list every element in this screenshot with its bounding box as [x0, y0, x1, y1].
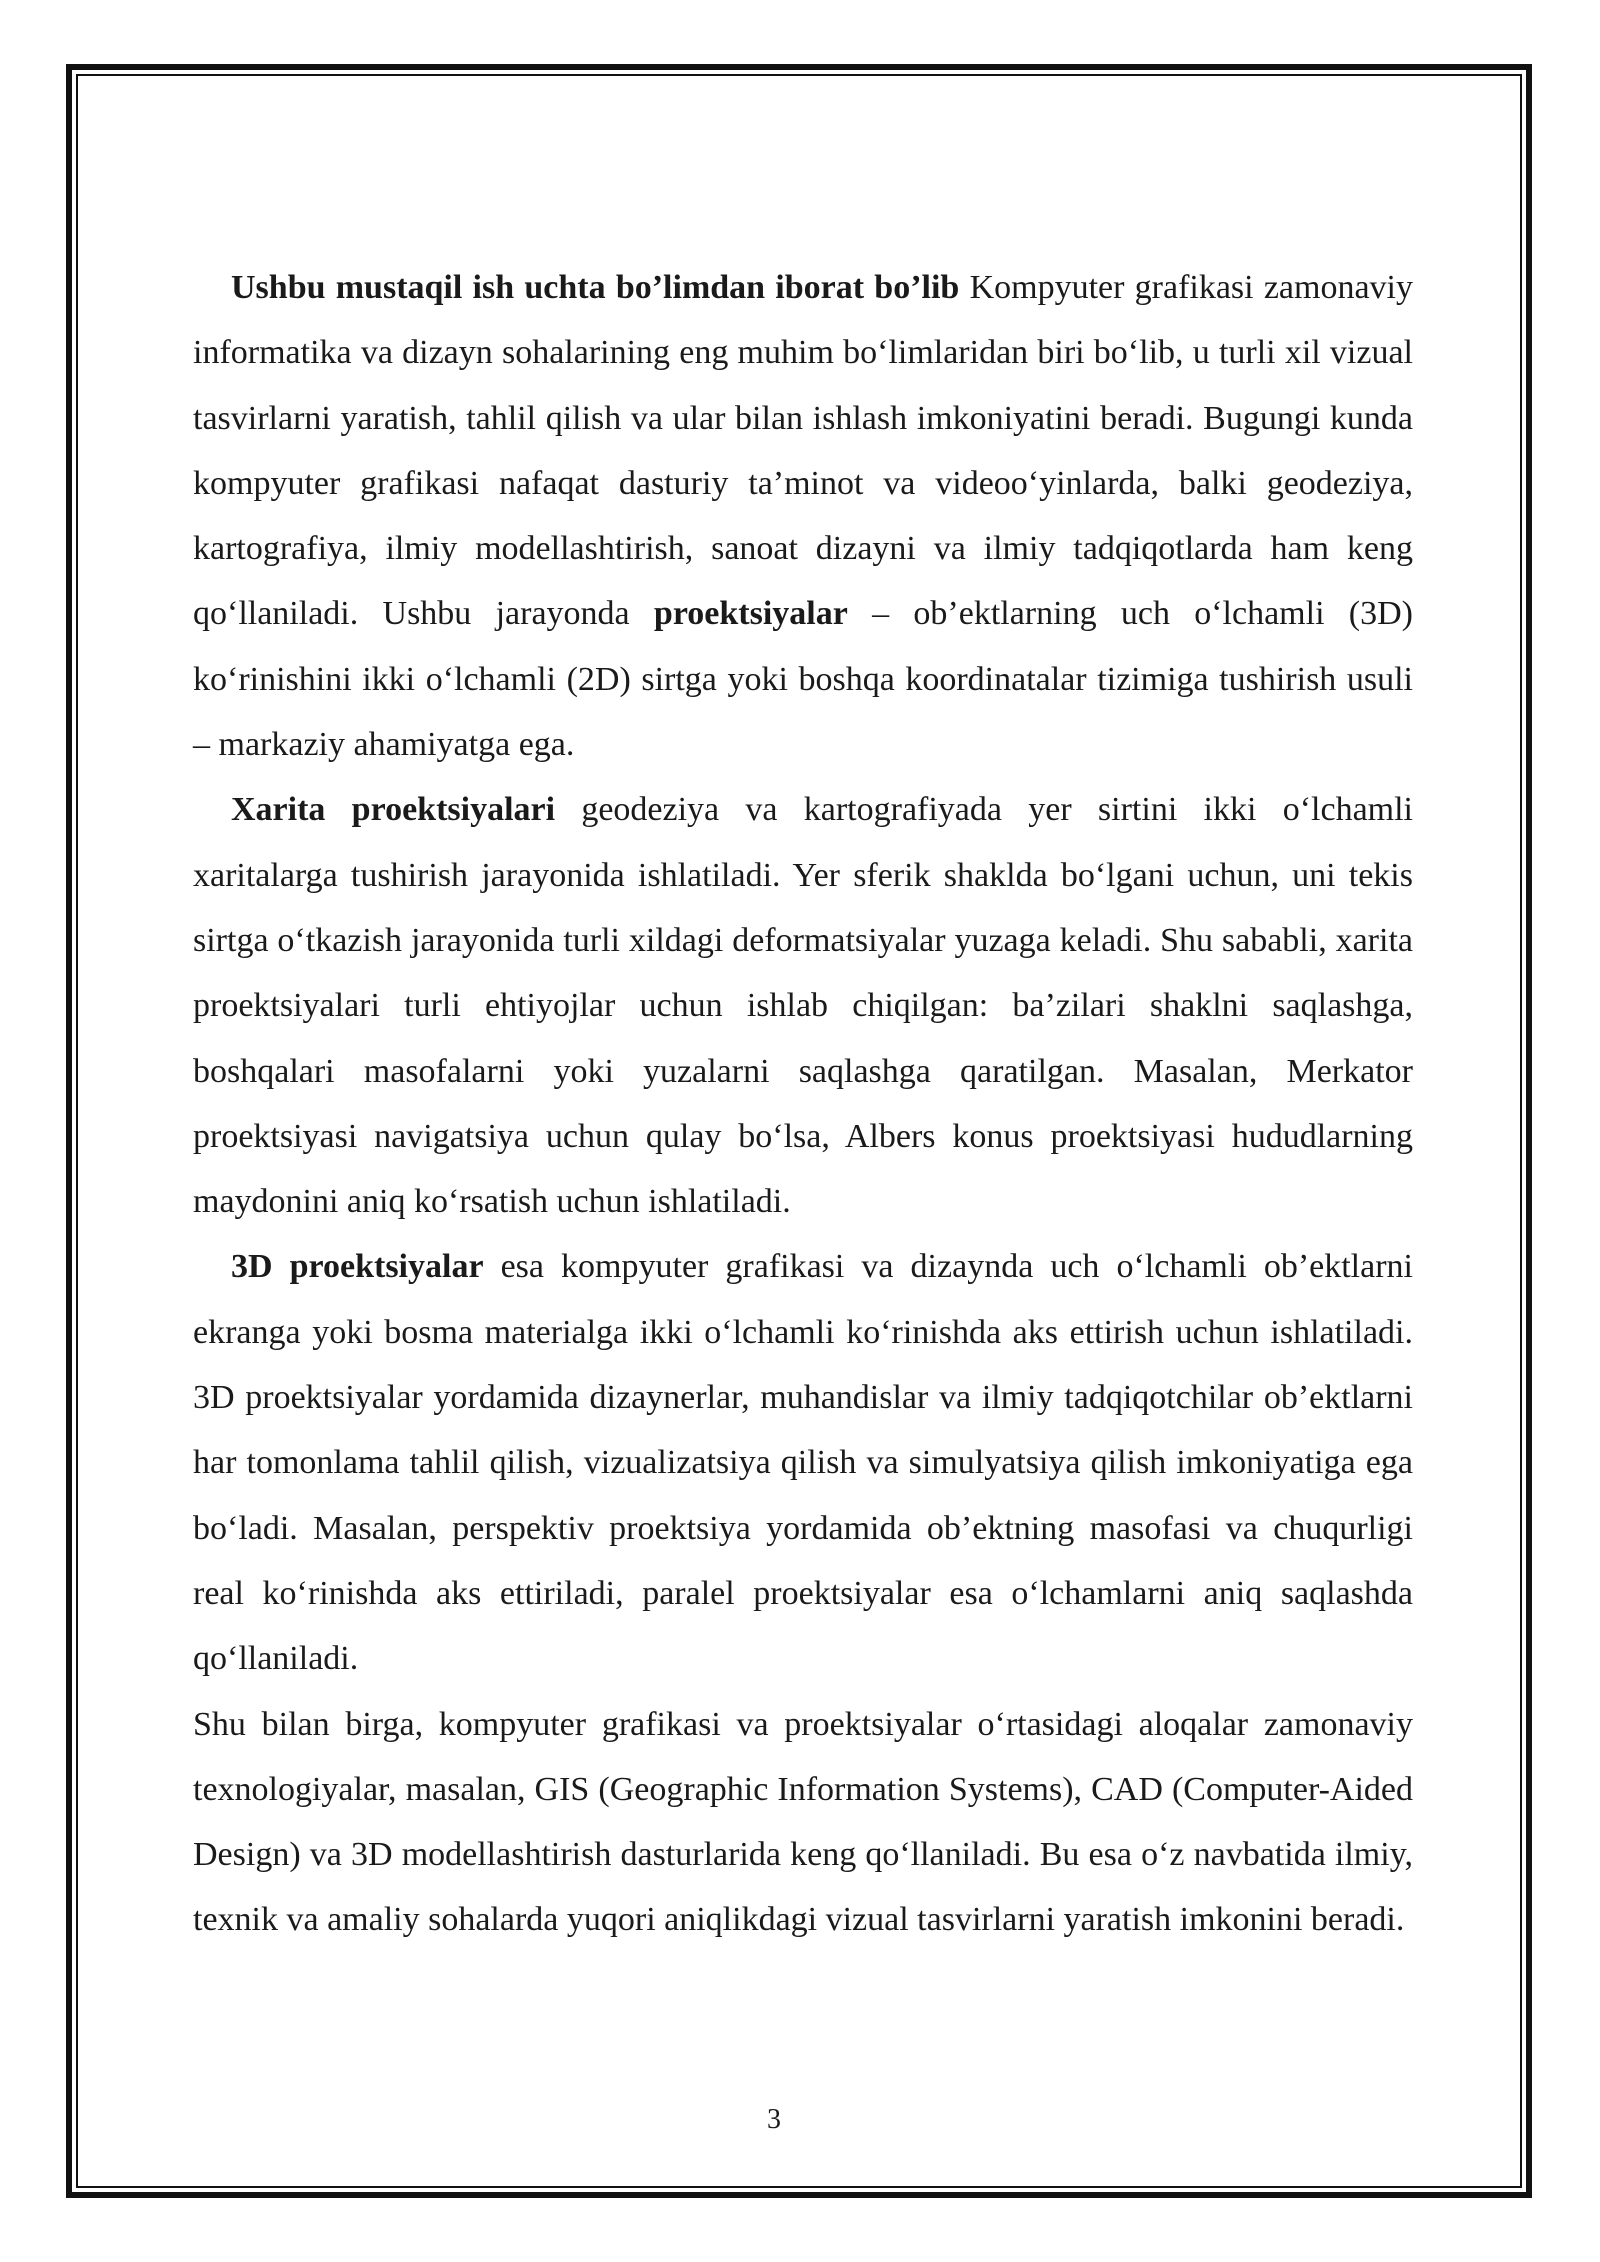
paragraph-text: – ob’ektlarning uch o‘lchamli (3D) ko‘rinishini ikki o‘lchamli (2D) sirtga yoki boshqa koordinatalar tizimiga tushirish usuli – markaziy ahamiyatga ega. — [193, 595, 1413, 764]
bold-lead-phrase: 3D proektsiyalar — [231, 1248, 484, 1286]
paragraph-intro — [193, 255, 1413, 777]
paragraph-3d-projections — [193, 1234, 1413, 1691]
bold-lead-phrase: Xarita proektsiyalari — [231, 791, 556, 829]
page-number: 3 — [767, 2104, 781, 2135]
paragraph-map-projections — [193, 777, 1413, 1234]
paragraph-text: Shu bilan birga, kompyuter grafikasi va proektsiyalar o‘rtasidagi aloqalar zamonaviy texnologiyalar, masalan, GIS (Geographic Information Systems), CAD (Computer-Aided Design) va 3D modellashtirish dasturlarida keng qo‘llaniladi. Bu esa o‘z navbatida ilmiy, texnik va amaliy sohalarda yuqori aniqlikdagi vizual tasvirlarni yaratish imkonini beradi. — [193, 1705, 1413, 1939]
bold-lead-phrase: Ushbu mustaqil ish uchta bo’limdan iborat bo’lib — [231, 269, 960, 306]
bold-term: proektsiyalar — [653, 595, 848, 633]
paragraph-conclusion — [193, 1692, 1413, 1953]
paragraph-text: geodeziya va kartografiyada yer sirtini ikki o‘lchamli xaritalarga tushirish jarayonida ishlatiladi. Yer sferik shaklda bo‘lgani uchun, uni tekis sirtga o‘tkazish jarayonida turli xildagi deformatsiyalar yuzaga keladi. Shu sababli, xarita proektsiyalari turli ehtiyojlar uchun ishlab chiqilgan: ba’zilari shaklni saqlashga, boshqalari masofalarni yoki yuzalarni saqlashga qaratilgan. Masalan, Merkator proektsiyasi navigatsiya uchun qulay bo‘lsa, Albers konus proektsiyasi hududlarning maydonini aniq ko‘rsatish uchun ishlatiladi. — [193, 791, 1413, 1221]
document-body — [193, 255, 1413, 1953]
paragraph-text: esa kompyuter grafikasi va dizaynda uch o‘lchamli ob’ektlarni ekranga yoki bosma materialga ikki o‘lchamli ko‘rinishda aks ettirish uchun ishlatiladi. 3D proektsiyalar yordamida dizaynerlar, muhandislar va ilmiy tadqiqotchilar ob’ektlarni har tomonlama tahlil qilish, vizualizatsiya qilish va simulyatsiya qilish imkoniyatiga ega bo‘ladi. Masalan, perspektiv proektsiya yordamida ob’ektning masofasi va chuqurligi real ko‘rinishda aks ettiriladi, paralel proektsiyalar esa o‘lchamlarni aniq saqlashda qo‘llaniladi. — [193, 1248, 1413, 1678]
paragraph-text: Kompyuter grafikasi zamonaviy informatika va dizayn sohalarining eng muhim bo‘limlaridan biri bo‘lib, u turli xil vizual tasvirlarni yaratish, tahlil qilish va ular bilan ishlash imkoniyatini beradi. Bugungi kunda kompyuter grafikasi nafaqat dasturiy ta’minot va videoo‘yinlarda, balki geodeziya, kartografiya, ilmiy modellashtirish, sanoat dizayni va ilmiy tadqiqotlarda ham keng qo‘llaniladi. Ushbu jarayonda — [193, 269, 1413, 633]
